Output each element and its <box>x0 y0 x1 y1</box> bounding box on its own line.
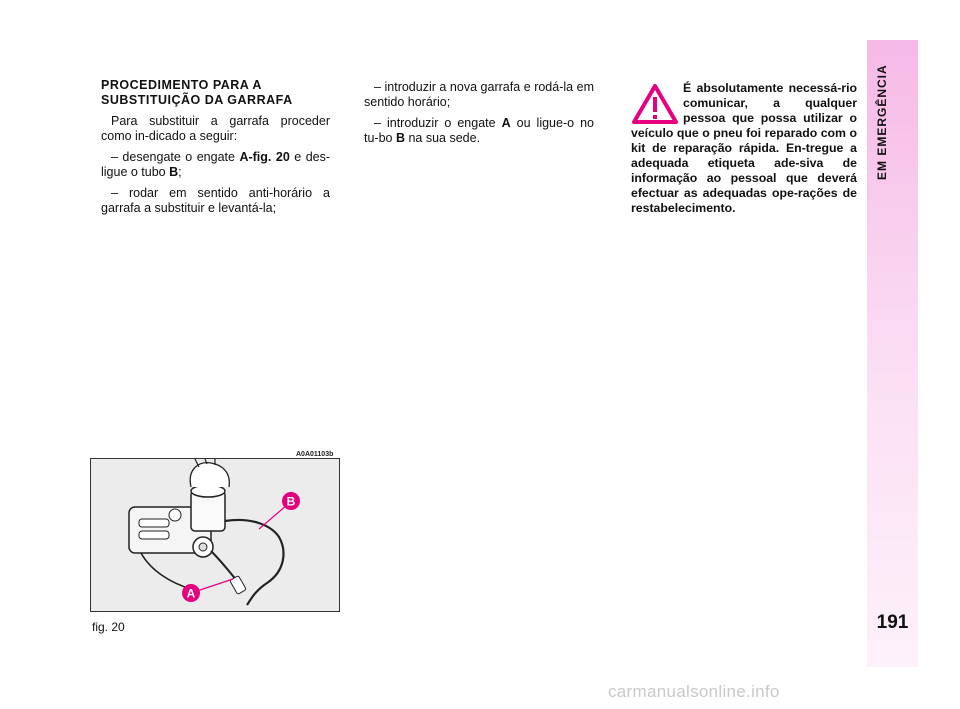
part-reference-b: B <box>395 131 405 145</box>
section-title: EM EMERGÊNCIA <box>875 64 889 180</box>
part-reference-a: A <box>501 116 511 130</box>
heading-line-2: SUBSTITUIÇÃO DA GARRAFA <box>101 93 293 107</box>
figure-reference: A-fig. 20 <box>239 150 290 164</box>
warning-text-body: É absolutamente necessá-rio comunicar, a qualquer pessoa que possa utilizar o veículo que o pneu foi reparado com o kit de reparação rápida. En-tregue a adequada etiqueta ade-siva de informação ao pessoal que deverá efectuar as adequadas ope-rações de restabelecimento. <box>631 81 857 215</box>
figure-illustration <box>90 458 340 612</box>
watermark: carmanualsonline.info <box>608 682 780 701</box>
part-reference-b: B <box>169 165 179 179</box>
paragraph-step-connect <box>364 116 594 146</box>
paragraph-step-disconnect <box>101 150 330 180</box>
label-b: B <box>286 494 296 509</box>
text-fragment: na sua sede. <box>405 131 481 145</box>
text-fragment: ou ligue-o no tu-bo <box>364 116 594 145</box>
page-number: 191 <box>876 612 909 633</box>
paragraph-step-remove: – rodar em sentido anti-horário a garrafa a substituir e levantá-la; <box>101 186 330 215</box>
warning-text <box>631 81 857 216</box>
figure-code: A0A01103b <box>296 451 334 458</box>
figure-caption: fig. 20 <box>92 620 125 634</box>
text-fragment: ; <box>178 165 182 179</box>
paragraph-intro: Para substituir a garrafa proceder como in-dicado a seguir: <box>101 114 330 143</box>
column-middle <box>364 80 594 152</box>
text-fragment: e des-ligue o tubo <box>101 150 331 179</box>
column-left <box>101 78 330 222</box>
compressor-illustration <box>91 459 339 611</box>
text-fragment: – desengate o engate <box>111 150 240 164</box>
text-fragment: – introduzir o engate <box>374 116 502 130</box>
paragraph-step-insert: – introduzir a nova garrafa e rodá-la em sentido horário; <box>364 80 594 109</box>
heading-line-1: PROCEDIMENTO PARA A <box>101 78 262 92</box>
section-heading <box>101 78 330 108</box>
label-a: A <box>186 586 196 601</box>
